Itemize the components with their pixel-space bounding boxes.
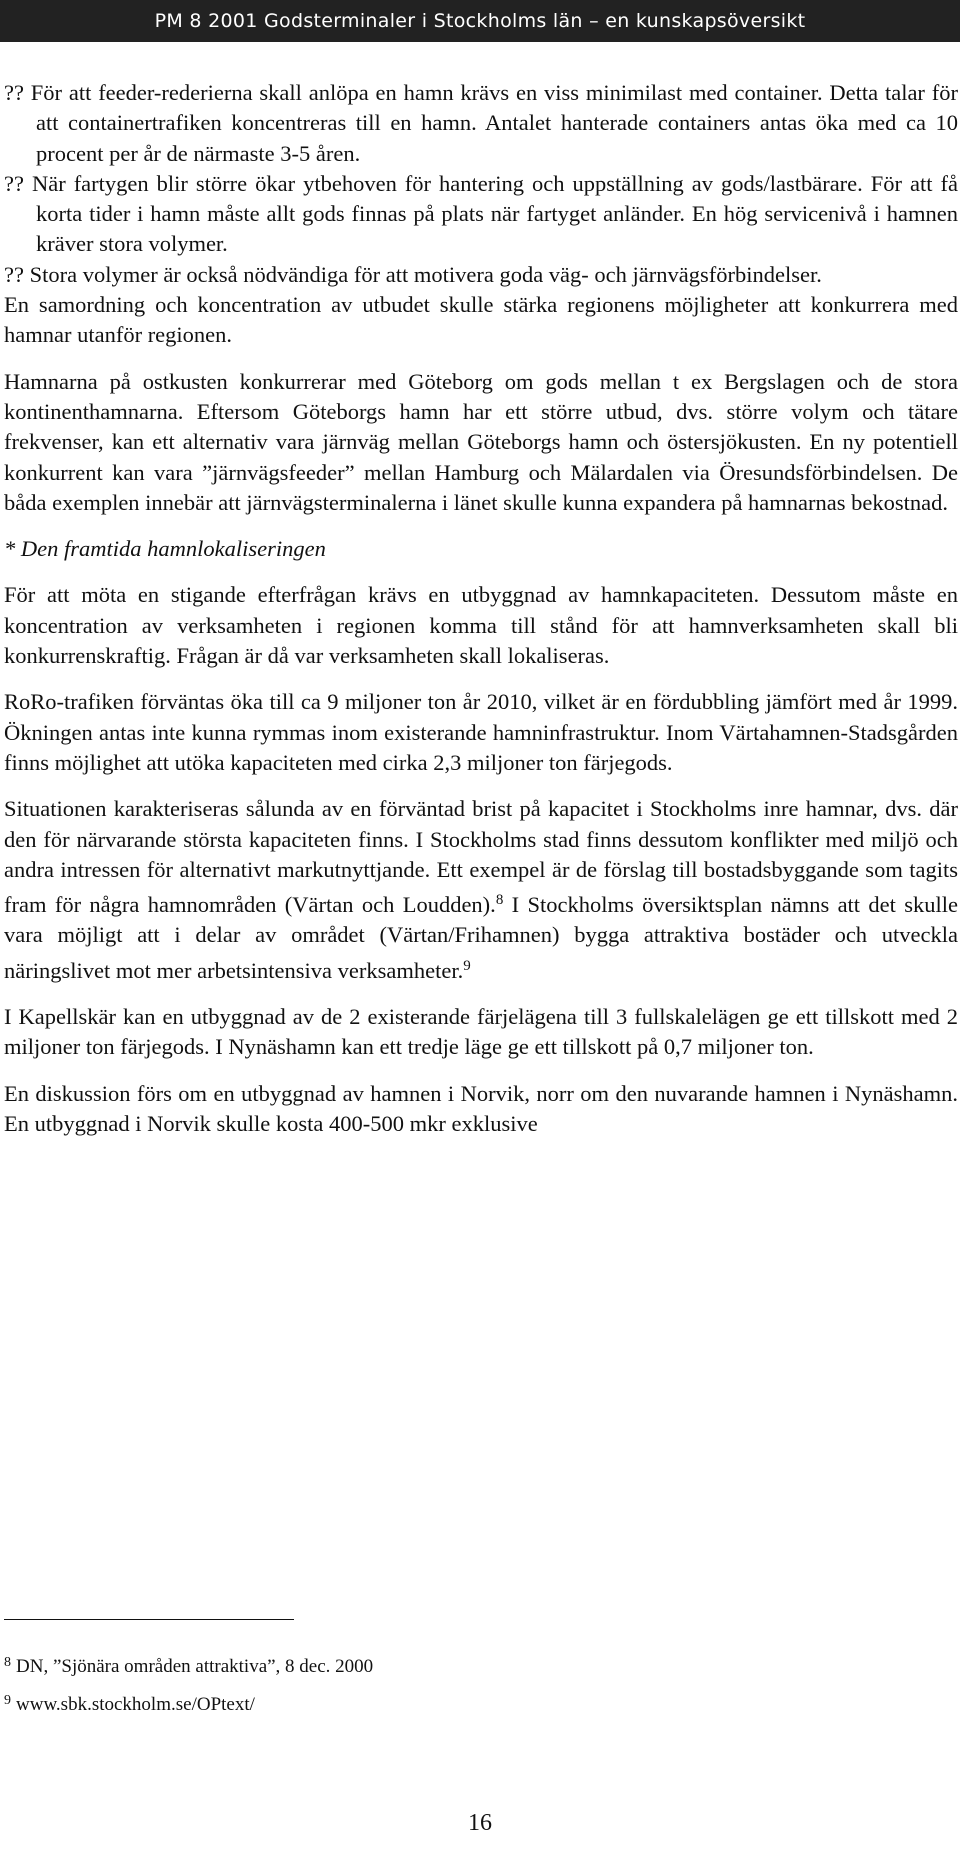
paragraph: En samordning och koncentration av utbudet skulle stärka regionens möjligheter att konkurrera med hamnar utanför regionen. <box>4 292 958 348</box>
paragraph-text: I Stockholms översiktsplan nämns att det skulle vara möjligt att i delar av området (Värtan/Frihamnen) bygga attraktiva bostäder och utveckla näringslivet mot mer arbetsintensiva verksamheter. <box>4 892 958 983</box>
footnote-divider <box>4 1619 294 1620</box>
paragraph-with-footnotes <box>4 794 958 986</box>
document-body <box>4 78 958 1139</box>
footnote-ref: 8 <box>495 892 504 909</box>
bullet-item: ?? När fartygen blir större ökar ytbehoven för hantering och uppställning av gods/lastbärare. För att få korta tider i hamn måste allt gods finnas på plats när fartyget anländer. En hög servicenivå i hamnen kräver stora volymer. <box>4 170 958 257</box>
footnote <box>4 1688 904 1718</box>
paragraph: En diskussion förs om en utbyggnad av hamnen i Norvik, norr om den nuvarande hamnen i Nynäshamn. En utbyggnad i Norvik skulle kosta 400-500 mkr exklusive <box>4 1080 958 1136</box>
footnote <box>4 1650 904 1680</box>
footnote-number: 8 <box>4 1655 11 1670</box>
bullet-item: ?? För att feeder-rederierna skall anlöpa en hamn krävs en viss minimilast med container. Detta talar för att containertrafiken koncentreras till en hamn. Antalet hanterade containers antas öka med ca 10 procent per år de närmaste 3-5 åren. <box>4 80 958 166</box>
paragraph-text: Situationen karakteriseras sålunda av en förväntad brist på kapacitet i Stockholms inre hamnar, dvs. där den för närvarande största kapaciteten finns. I Stockholms stad finns dessutom konflikter med miljö och andra intressen för alternativt markutnyttjande. Ett exempel är de förslag till bostadsbyggande som tagits fram för några hamnområden (Värtan och Loudden). <box>4 796 958 918</box>
paragraph: RoRo-trafiken förväntas öka till ca 9 miljoner ton år 2010, vilket är en fördubbling jämfört med år 1999. Ökningen antas inte kunna rymmas inom existerande hamninfrastruktur. Inom Värtahamnen-Stadsgården finns möjlighet att utöka kapaciteten med cirka 2,3 miljoner ton färjegods. <box>4 689 958 775</box>
section-heading: * Den framtida hamnlokaliseringen <box>4 536 326 562</box>
footnotes <box>4 1650 904 1726</box>
footnote-ref: 9 <box>463 957 471 974</box>
page-header <box>0 0 960 42</box>
footnote-text: DN, ”Sjönära områden attraktiva”, 8 dec. 2000 <box>16 1656 374 1677</box>
page-number: 16 <box>468 1810 492 1836</box>
paragraph: Hamnarna på ostkusten konkurrerar med Göteborg om gods mellan t ex Bergslagen och de stora kontinenthamnarna. Eftersom Göteborgs hamn har ett större utbud, dvs. större volym och tätare frekvenser, kan ett alternativ vara järnväg mellan Göteborgs hamn och östersjökusten. En ny potentiell konkurrent kan vara ”järnvägsfeeder” mellan Hamburg och Mälardalen via Öresundsförbindelsen. De båda exemplen innebär att järnvägsterminalerna i länet skulle kunna expandera på hamnarnas bekostnad. <box>4 368 958 515</box>
bullet-item: ?? Stora volymer är också nödvändiga för att motivera goda väg- och järnvägsförbindelser. <box>4 261 822 287</box>
footnote-number: 9 <box>4 1693 11 1708</box>
footnote-text: www.sbk.stockholm.se/OPtext/ <box>16 1694 255 1715</box>
paragraph: För att möta en stigande efterfrågan krävs en utbyggnad av hamnkapaciteten. Dessutom måste en koncentration av verksamheten i regionen komma till stånd för att hamnverksamheten skall bli konkurrenskraftig. Frågan är då var verksamheten skall lokaliseras. <box>4 582 958 669</box>
header-title: PM 8 2001 Godsterminaler i Stockholms län – en kunskapsöversikt <box>154 10 806 32</box>
paragraph: I Kapellskär kan en utbyggnad av de 2 existerande färjelägena till 3 fullskalelägen ge ett tillskott med 2 miljoner ton färjegods. I Nynäshamn kan ett tredje läge ge ett tillskott på 0,7 miljoner ton. <box>4 1004 958 1060</box>
